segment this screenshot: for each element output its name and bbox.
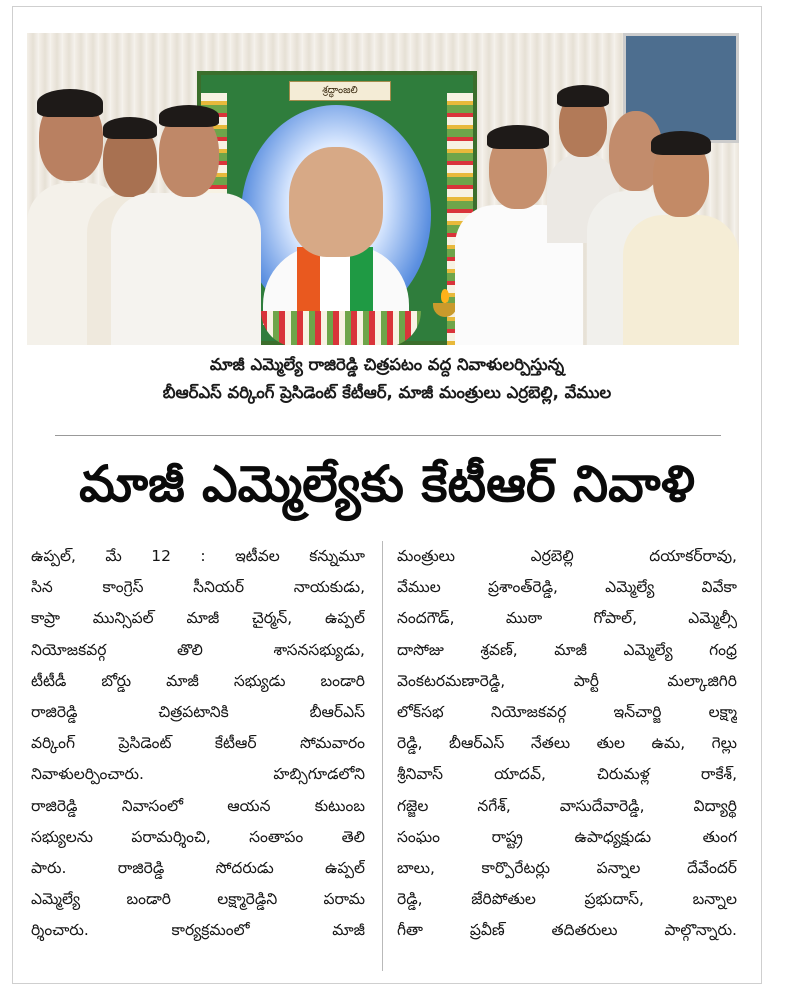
article-line: ఉప్పల్, మే 12 : ఇటీవల కన్నుమూ	[31, 547, 365, 565]
article-line: లోక్‌సభ నియోజకవర్గ ఇన్‌చార్జి లక్ష్మా	[397, 703, 737, 722]
flower-garland-bottom	[261, 311, 421, 345]
article-line: టీటీడీ బోర్డు మాజీ సభ్యుడు బండారి	[31, 671, 365, 690]
person-3	[111, 101, 261, 345]
article-line: వర్కింగ్ ప్రెసిడెంట్ కేటీఆర్ సోమవారం	[31, 734, 365, 753]
person-7	[623, 129, 739, 345]
portrait-scarf	[297, 247, 373, 317]
article-line: బాలు, కార్పొరేటర్లు పన్నాల దేవేందర్	[397, 859, 737, 878]
news-photo	[27, 33, 739, 345]
article-line: పారు. రాజిరెడ్డి సోదరుడు ఉప్పల్	[31, 859, 365, 878]
article-line: గీతా ప్రవీణ్ తదితరులు పాల్గొన్నారు.	[397, 921, 737, 940]
newspaper-clipping	[12, 6, 762, 984]
article-line: రెడ్డి, జేరిపోతుల ప్రభుదాస్, బన్నాల	[397, 890, 737, 909]
article-line: సిన కాంగ్రెస్ సీనియర్ నాయకుడు,	[31, 578, 365, 597]
photo-caption-line-1: మాజీ ఎమ్మెల్యే రాజిరెడ్డి చిత్రపటం వద్ద నివాళులర్పిస్తున్న	[209, 355, 565, 374]
article-line: నియోజకవర్గ తొలి శాసనసభ్యుడు,	[31, 640, 365, 659]
divider	[55, 435, 721, 436]
poster-heading: శ్రద్ధాంజలి	[289, 81, 391, 101]
article-line: ఎమ్మెల్యే బండారి లక్ష్మారెడ్డిని పరామ	[31, 890, 365, 909]
article-column-right	[397, 541, 737, 947]
column-divider	[382, 541, 383, 971]
article-line: మంత్రులు ఎర్రబెల్లి దయాకర్‌రావు,	[397, 547, 737, 565]
portrait-face	[289, 147, 383, 257]
article-line: సంఘం రాష్ట్ర ఉపాధ్యక్షుడు తుంగ	[397, 827, 737, 846]
article-line: రెడ్డి, బీఆర్ఎస్ నేతలు తుల ఉమ, గెల్లు	[397, 734, 737, 753]
article-line: వేముల ప్రశాంత్‌రెడ్డి, ఎమ్మెల్యే వివేకా	[397, 578, 737, 597]
article-line: నివాళులర్పించారు. హబ్సిగూడలోని	[31, 765, 365, 784]
article-line: ర్శించారు. కార్యక్రమంలో మాజీ	[31, 921, 365, 940]
photo-caption-line-2: బీఆర్ఎస్ వర్కింగ్ ప్రెసిడెంట్ కేటీఆర్, మాజీ మంత్రులు ఎర్రబెల్లి, వేముల	[162, 383, 612, 402]
article-line: వెంకటరమణారెడ్డి, పార్టీ మల్కాజిగిరి	[397, 671, 737, 690]
article-line: రాజిరెడ్డి చిత్రపటానికి బీఆర్ఎస్	[31, 703, 365, 722]
headline: మాజీ ఎమ్మెల్యేకు కేటీఆర్ నివాళి	[79, 455, 695, 513]
article-line: రాజిరెడ్డి నివాసంలో ఆయన కుటుంబ	[31, 796, 365, 815]
article-line: సభ్యులను పరామర్శించి, సంతాపం తెలి	[31, 827, 365, 846]
article-line: నందగౌడ్, ముఠా గోపాల్, ఎమ్మెల్సీ	[397, 609, 737, 628]
article-line: దాసోజు శ్రవణ్, మాజీ ఎమ్మెల్యే గంధ్ర	[397, 640, 737, 659]
article-line: కాప్రా మున్సిపల్ మాజీ చైర్మన్, ఉప్పల్	[31, 609, 365, 628]
article-line: గజ్జెల నగేశ్, వాసుదేవారెడ్డి, విద్యార్థి	[397, 796, 737, 815]
article-line: శ్రీనివాస్ యాదవ్, చిరుమళ్ల రాకేశ్,	[397, 765, 737, 784]
lamp-flame-icon	[441, 289, 449, 303]
article-column-left	[31, 541, 365, 947]
